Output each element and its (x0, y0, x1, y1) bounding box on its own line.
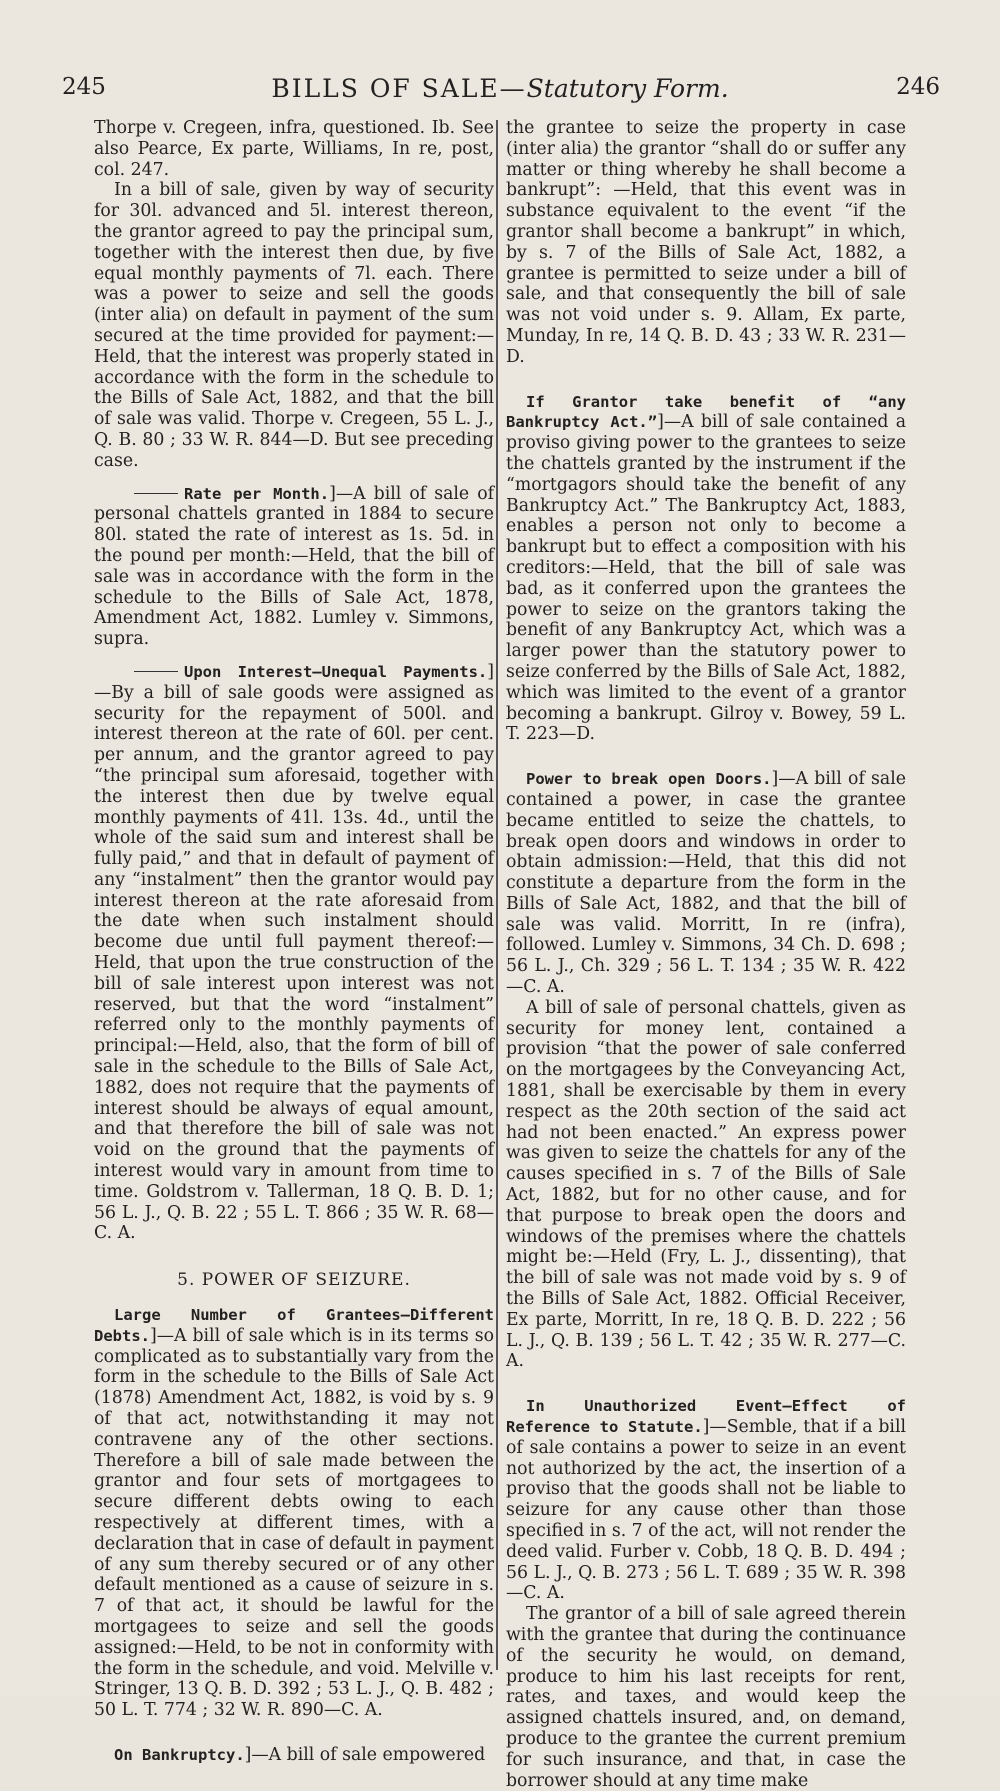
left-entry-rate-per-month (94, 484, 494, 650)
entry-text: ]—A bill of sale contained a proviso giving power to the grantees to seize the chattels granted by the instrument if the “mortgagors should take the benefit of any Bankruptcy Act.” The Bankruptcy Act, 1883, enables a person not only to become a bankrupt but to effect a composition with his creditors:—Held, that the bill of sale was bad, as it conferred upon the grantees the power to seize on the grantors taking the benefit of any Bankruptcy Act, which was a larger power than the statutory power to seize conferred by the Bills of Sale Act, 1882, which was limited to the event of a grantor becoming a bankrupt. Gilroy v. Bowey, 59 L. T. 223—D. (506, 412, 906, 745)
right-page-number: 246 (896, 74, 940, 100)
entry-text: ]—A bill of sale contained a power, in case the grantee became entitled to seize the chattels, to break open doors and windows in order to obtain admission:—Held, that this did not constitute a departure from the form in the Bills of Sale Act, 1882, and that the bill of sale was valid. Morritt, In re (infra), followed. Lumley v. Simmons, 34 Ch. D. 698 ; 56 L. J., Ch. 329 ; 56 L. T. 134 ; 35 W. R. 422—C. A. (506, 769, 906, 998)
dash-rule (134, 493, 178, 494)
left-paragraph-2: In a bill of sale, given by way of security for 30l. advanced and 5l. interest thereon, the grantor agreed to pay the principal sum, together with the interest then due, by five equal monthly payments of 7l. each. There was a power to seize and sell the goods (inter alia) on default in payment of the sum secured at the time provided for payment:—Held, that the interest was properly stated in accordance with the form in the schedule to the Bills of Sale Act, 1882, and that the bill of sale was valid. Thorpe v. Cregeen, 55 L. J., Q. B. 80 ; 33 W. R. 844—D. But see preceding case. (94, 180, 494, 471)
entry-heading: On Bankruptcy. (114, 1745, 245, 1764)
entry-text: ]—By a bill of sale goods were assigned as security for the repayment of 500l. and interest thereon at the rate of 60l. per cent. per annum, and the grantor agreed to pay “the principal sum aforesaid, together with the interest then due by twelve equal monthly payments of 41l. 13s. 4d., until the whole of the said sum and interest shall be fully paid,” and that in default of payment of any “instalment” then the grantor would pay interest thereon at the rate aforesaid from the date when such instalment should become due until full payment thereof:—Held, that upon the true construction of the bill of sale interest upon interest was not reserved, but that the word “instalment” referred only to the monthly payments of principal:—Held, also, that the form of bill of sale in the schedule to the Bills of Sale Act, 1882, does not require that the payments of interest should be always of equal amount, and that therefore the bill of sale was not void on the ground that the payments of interest would vary in amount from time to time. Goldstrom v. Tallerman, 18 Q. B. D. 1; 56 L. J., Q. B. 22 ; 55 L. T. 866 ; 35 W. R. 68—C. A. (94, 661, 494, 1244)
right-paragraph-1: the grantee to seize the property in case (inter alia) the grantor “shall do or suffer any matter or thing whereby he shall become a bankrupt”: —Held, that this event was in substance equivalent to the event “if the grantor shall become a bankrupt” in which, by s. 7 of the Bills of Sale Act, 1882, a grantee is permitted to seize under a bill of sale, and that consequently the bill of sale was not void under s. 9. Allam, Ex parte, Munday, In re, 14 Q. B. D. 43 ; 33 W. R. 231—D. (506, 118, 906, 367)
right-entry-break-doors (506, 769, 906, 998)
right-paragraph-6: The grantor of a bill of sale agreed therein with the grantee that during the continuance of the security he would, on demand, produce to him his last receipts for rent, rates, and taxes, and would keep the assigned chattels insured, and, on demand, produce to the grantee the current premium for such insurance, and that, in case the borrower should at any time make (506, 1604, 906, 1791)
entry-text: ]—A bill of sale empowered (244, 1744, 486, 1765)
right-entry-unauthorized-event (506, 1396, 906, 1604)
column-divider (496, 120, 498, 1670)
entry-text: ]—A bill of sale which is in its terms so complicated as to substantially vary from the form in the schedule to the Bills of Sale Act (1878) Amendment Act, 1882, is void by s. 9 of that act, notwithstanding it may not contravene any of the other sections. Therefore a bill of sale made between the grantor and four sets of mortgagees to secure different debts owing to each respectively at different times, with a declaration that in case of default in payment of any sum thereby secured or of any other default mentioned as a cause of seizure in s. 7 of that act, it should be lawful for the mortgagees to seize and sell the goods assigned:—Held, to be not in conformity with the form in the schedule, and void. Melville v. Stringer, 13 Q. B. D. 392 ; 53 L. J., Q. B. 482 ; 50 L. T. 774 ; 32 W. R. 890—C. A. (94, 1325, 494, 1721)
running-title-italic: Statutory Form. (526, 74, 729, 103)
left-entry-large-number (94, 1305, 494, 1721)
section-title: 5. POWER OF SEIZURE. (177, 1270, 411, 1291)
entry-heading: Rate per Month. (184, 484, 330, 503)
left-entry-on-bankruptcy (94, 1745, 494, 1766)
dash-rule (134, 671, 178, 672)
entry-heading: Large Number of Grantees—Different Debts. (94, 1306, 494, 1345)
left-column (94, 118, 494, 1766)
running-title (60, 74, 940, 103)
entry-heading: If Grantor take benefit of “any Bankruptcy Act.” (506, 392, 906, 432)
right-entry-bankruptcy-act (506, 392, 906, 746)
left-paragraph-1: Thorpe v. Cregeen, infra, questioned. Ib. See also Pearce, Ex parte, Williams, In re, post, col. 247. (94, 118, 494, 180)
page-header (60, 74, 940, 114)
right-column (506, 118, 906, 1791)
entry-text: ]—Semble, that if a bill of sale contains a power to seize in an event not authorized by the act, the insertion of a proviso that the goods shall not be liable to seizure for any cause other than those specified in s. 7 of the act, will not render the deed valid. Furber v. Cobb, 18 Q. B. D. 494 ; 56 L. J., Q. B. 273 ; 56 L. T. 689 ; 35 W. R. 398—C. A. (506, 1417, 907, 1604)
entry-heading: Power to break open Doors. (526, 770, 772, 789)
left-entry-upon-interest (94, 662, 494, 1244)
entry-heading: In Unauthorized Event—Effect of Reference to Statute. (506, 1397, 906, 1437)
running-title-main: BILLS OF SALE— (271, 74, 527, 103)
entry-text: ]—A bill of sale of personal chattels granted in 1884 to secure 80l. stated the rate of interest as 1s. 5d. in the pound per month:—Held, that the bill of sale was in accordance with the form in the schedule to the Bills of Sale Act, 1878, Amendment Act, 1882. Lumley v. Simmons, supra. (94, 483, 494, 650)
left-page-number: 245 (62, 74, 106, 100)
right-paragraph-4: A bill of sale of personal chattels, given as security for money lent, contained a provision “that the power of sale conferred on the mortgagees by the Conveyancing Act, 1881, shall be exercisable by them in every respect as the 20th section of the said act had not been enacted.” An express power was given to seize the chattels for any of the causes specified in s. 7 of the Bills of Sale Act, 1882, but for no other cause, and for that purpose to break open the doors and windows of the premises where the chattels might be:—Held (Fry, L. J., dissenting), that the bill of sale was not made void by s. 9 of the Bills of Sale Act, 1882. Official Receiver, Ex parte, Morritt, In re, 18 Q. B. D. 222 ; 56 L. J., Q. B. 139 ; 56 L. T. 42 ; 35 W. R. 277—C. A. (506, 997, 906, 1372)
entry-heading: Upon Interest—Unequal Payments. (184, 662, 488, 681)
